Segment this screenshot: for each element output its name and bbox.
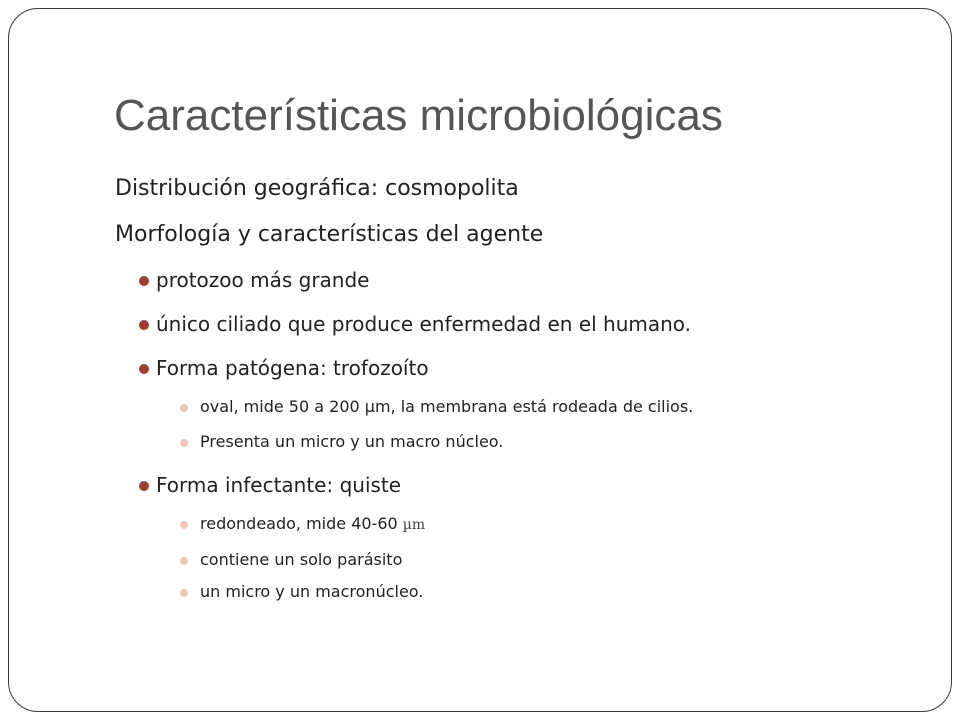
bullet-dot-icon <box>180 404 188 412</box>
detail-nuclei: Presenta un micro y un macro núcleo. <box>200 432 504 451</box>
bullet-dot-icon <box>180 589 188 597</box>
sub-bullet-infective-form: Forma infectante: quiste <box>156 473 402 497</box>
sub-bullet-largest-protozoon: protozoo más grande <box>156 268 370 292</box>
bullet-dot-icon <box>139 276 149 286</box>
detail-rounded-text: redondeado, mide 40-60 <box>200 514 403 533</box>
bullet-dot-icon <box>139 481 149 491</box>
detail-micro-macronucleus: un micro y un macronúcleo. <box>200 582 424 601</box>
slide-title: Características microbiológicas <box>114 91 723 140</box>
micrometer-unit: µm <box>402 517 426 533</box>
bullet-distribution: Distribución geográfica: cosmopolita <box>115 176 519 201</box>
bullet-dot-icon <box>180 557 188 565</box>
slide-frame <box>8 8 952 712</box>
bullet-dot-icon <box>139 364 149 374</box>
bullet-morphology: Morfología y características del agente <box>115 222 544 247</box>
detail-rounded-size <box>200 514 425 533</box>
sub-bullet-pathogenic-form: Forma patógena: trofozoíto <box>156 356 429 380</box>
bullet-dot-icon <box>180 439 188 447</box>
detail-single-parasite: contiene un solo parásito <box>200 550 403 569</box>
bullet-dot-icon <box>180 521 188 529</box>
detail-oval-size: oval, mide 50 a 200 µm, la membrana está rodeada de cilios. <box>200 397 694 416</box>
sub-bullet-only-ciliate: único ciliado que produce enfermedad en el humano. <box>156 312 692 336</box>
bullet-dot-icon <box>139 320 149 330</box>
